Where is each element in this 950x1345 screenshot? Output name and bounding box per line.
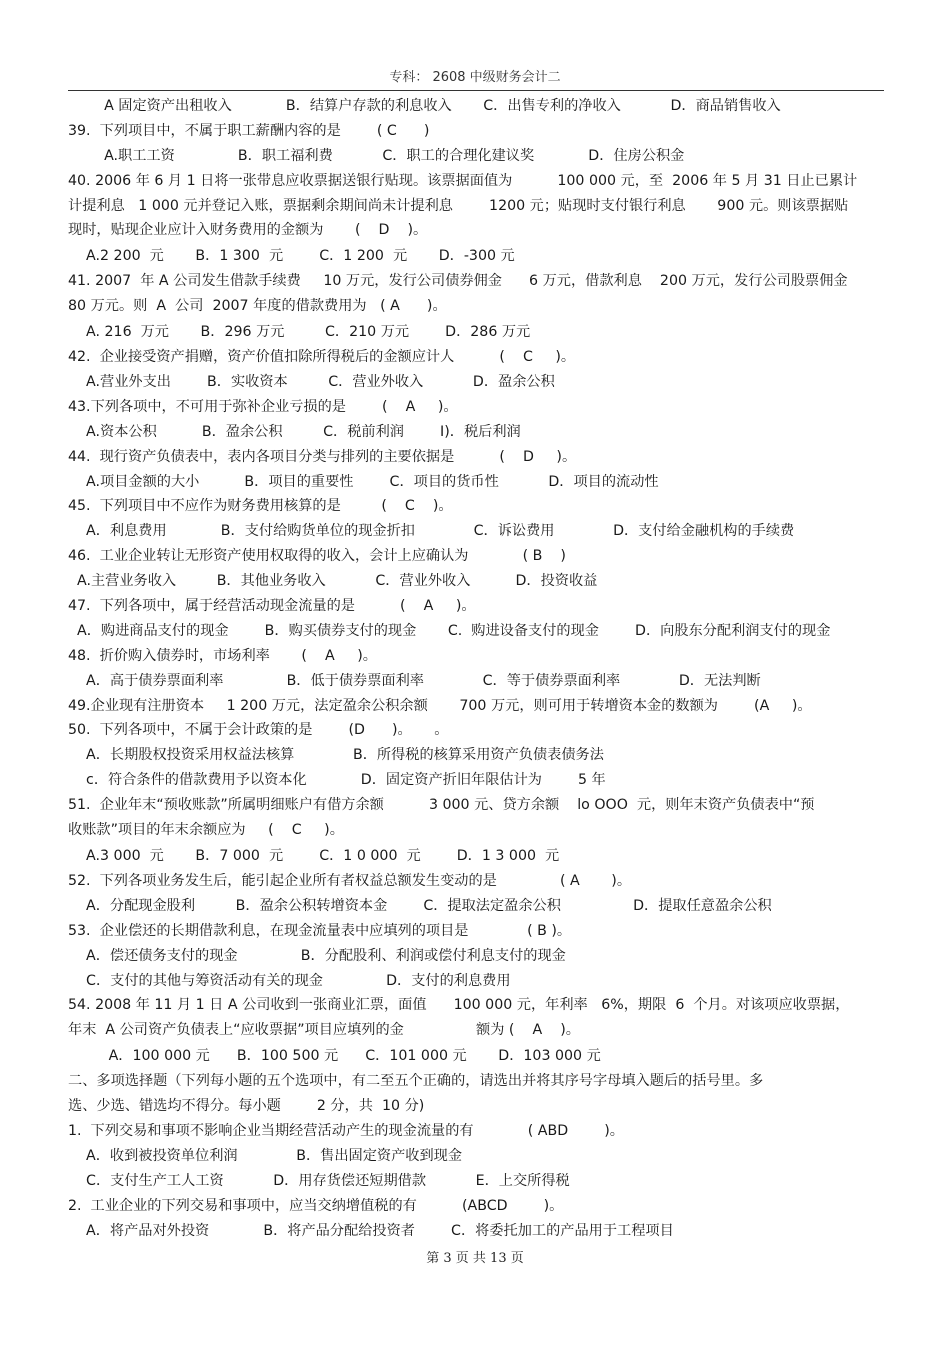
multi-options-1: A．收到被投资单位利润 B．售出固定资产收到现金 (68, 1147, 463, 1164)
multi-options-1: C．支付生产工人工资 D．用存货偿还短期借款 E．上交所得税 (68, 1172, 570, 1189)
options-45: A．利息费用 B．支付给购货单位的现金折扣 C．诉讼费用 D．支付给金融机构的手续费 (68, 523, 795, 540)
options-40: A.2 200 元 B．1 300 元 C．1 200 元 D．-300 元 (68, 248, 515, 265)
question-40: 40. 2006 年 6 月 1 日将一张带息应收票据送银行贴现。该票据面值为 100 000 元，至 2006 年 5 月 31 日止已累计 (68, 172, 858, 189)
options-44: A.项目金额的大小 B．项目的重要性 C．项目的货币性 D．项目的流动性 (68, 473, 659, 490)
question-48: 48. 折价购入债券时，市场利率 ( A )。 (68, 647, 377, 664)
options-50: c．符合条件的借款费用予以资本化 D．固定资产折旧年限估计为 5 年 (68, 772, 606, 789)
options-52: A．分配现金股利 B．盈余公积转增资本金 C．提取法定盈余公积 D．提取任意盈余公积 (68, 897, 772, 914)
options-42: A.营业外支出 B．实收资本 C．营业外收入 D．盈余公积 (68, 374, 555, 391)
options-39: A.职工工资 B．职工福利费 C．职工的合理化建议奖 D．住房公积金 (68, 147, 685, 164)
question-49: 49.企业现有注册资本 1 200 万元，法定盈余公积余额 700 万元，则可用于转增资本金的数额为 (A )。 (68, 697, 812, 714)
question-45: 45. 下列项目中不应作为财务费用核算的是 ( C )。 (68, 498, 453, 515)
question-51: 51. 企业年末“预收账款”所属明细账户有借方余额 3 000 元、贷方余额 lo OOO 元，则年末资产负债表中“预 (68, 797, 815, 814)
question-46: 46. 工业企业转让无形资产使用权取得的收入，会计上应确认为 ( B ) (68, 548, 566, 565)
page-header: 专科： 2608 中级财务会计二 (389, 70, 561, 85)
header-divider (68, 90, 884, 91)
options-51: A.3 000 元 B．7 000 元 C．1 0 000 元 D．1 3 000 元 (68, 847, 560, 864)
question-52: 52. 下列各项业务发生后，能引起企业所有者权益总额发生变动的是 ( A )。 (68, 872, 632, 889)
text-line: 收账款”项目的年末余额应为 ( C )。 (68, 822, 344, 839)
question-44: 44. 现行资产负债表中，表内各项目分类与排列的主要依据是 ( D )。 (68, 448, 577, 465)
options-41: A. 216 万元 B．296 万元 C．210 万元 D．286 万元 (68, 324, 531, 341)
options-54: A．100 000 元 B．100 500 元 C．101 000 元 D．103 000 元 (68, 1048, 601, 1065)
question-39: 39. 下列项目中，不属于职工薪酬内容的是 ( C ) (68, 122, 430, 139)
options-53: A．偿还债务支付的现金 B．分配股利、利润或偿付利息支付的现金 (68, 947, 566, 964)
multi-options-2: A．将产品对外投资 B．将产品分配给投资者 C．将委托加工的产品用于工程项目 (68, 1222, 674, 1239)
text-line: 现时，贴现企业应计入财务费用的金额为 ( D )。 (68, 222, 428, 239)
section-heading-multiple-choice: 二、多项选择题（下列每小题的五个选项中，有二至五个正确的，请选出并将其序号字母填入题后的括号里。多 (68, 1073, 764, 1090)
text-line: A 固定资产出租收入 B．结算户存款的利息收入 C．出售专利的净收入 D．商品销售收入 (68, 98, 781, 114)
text-line: 计提利息 1 000 元并登记入账，票据剩余期间尚未计提利息 1200 元；贴现时支付银行利息 900 元。则该票据贴 (68, 197, 849, 214)
options-53: C．支付的其他与筹资活动有关的现金 D．支付的利息费用 (68, 972, 511, 989)
page-number: 第 3 页 共 13 页 (426, 1251, 524, 1266)
question-43: 43.下列各项中，不可用于弥补企业亏损的是 ( A )。 (68, 398, 458, 415)
text-line: 选、少选、错选均不得分。每小题 2 分，共 10 分) (68, 1098, 425, 1115)
options-46: A.主营业务收入 B．其他业务收入 C．营业外收入 D．投资收益 (68, 573, 598, 590)
question-42: 42. 企业接受资产捐赠，资产价值扣除所得税后的金额应计人 ( C )。 (68, 349, 576, 366)
question-50: 50. 下列各项中，不属于会计政策的是 (D )。 。 (68, 722, 449, 739)
multi-question-1: 1. 下列交易和事项不影响企业当期经营活动产生的现金流量的有 ( ABD )。 (68, 1122, 624, 1139)
document-body (68, 94, 884, 1243)
options-43: A.资本公积 B．盈余公积 C．税前利润 I)．税后利润 (68, 423, 521, 440)
question-41: 41. 2007 年 A 公司发生借款手续费 10 万元，发行公司债券佣金 6 万元，借款利息 200 万元，发行公司股票佣金 (68, 273, 848, 290)
question-53: 53. 企业偿还的长期借款利息，在现金流量表中应填列的项目是 ( B )。 (68, 922, 572, 939)
question-47: 47. 下列各项中，属于经营活动现金流量的是 ( A )。 (68, 598, 476, 615)
text-line: 80 万元。则 A 公司 2007 年度的借款费用为 ( A )。 (68, 298, 447, 315)
options-50: A．长期股权投资采用权益法核算 B．所得税的核算采用资产负债表债务法 (68, 747, 604, 764)
question-54: 54. 2008 年 11 月 1 日 A 公司收到一张商业汇票，面值 100 000 元，年利率 6%，期限 6 个月。对该项应收票据， (68, 997, 850, 1014)
options-48: A．高于债券票面利率 B．低于债券票面利率 C．等于债券票面利率 D．无法判断 (68, 672, 761, 689)
multi-question-2: 2. 工业企业的下列交易和事项中，应当交纳增值税的有 (ABCD )。 (68, 1197, 564, 1214)
options-47: A．购进商品支付的现金 B．购买债券支付的现金 C. 购进设备支付的现金 D．向股东分配利润支付的现金 (68, 622, 831, 639)
text-line: 年末 A 公司资产负债表上“应收票据”项目应填列的金 额为 ( A )。 (68, 1022, 580, 1039)
